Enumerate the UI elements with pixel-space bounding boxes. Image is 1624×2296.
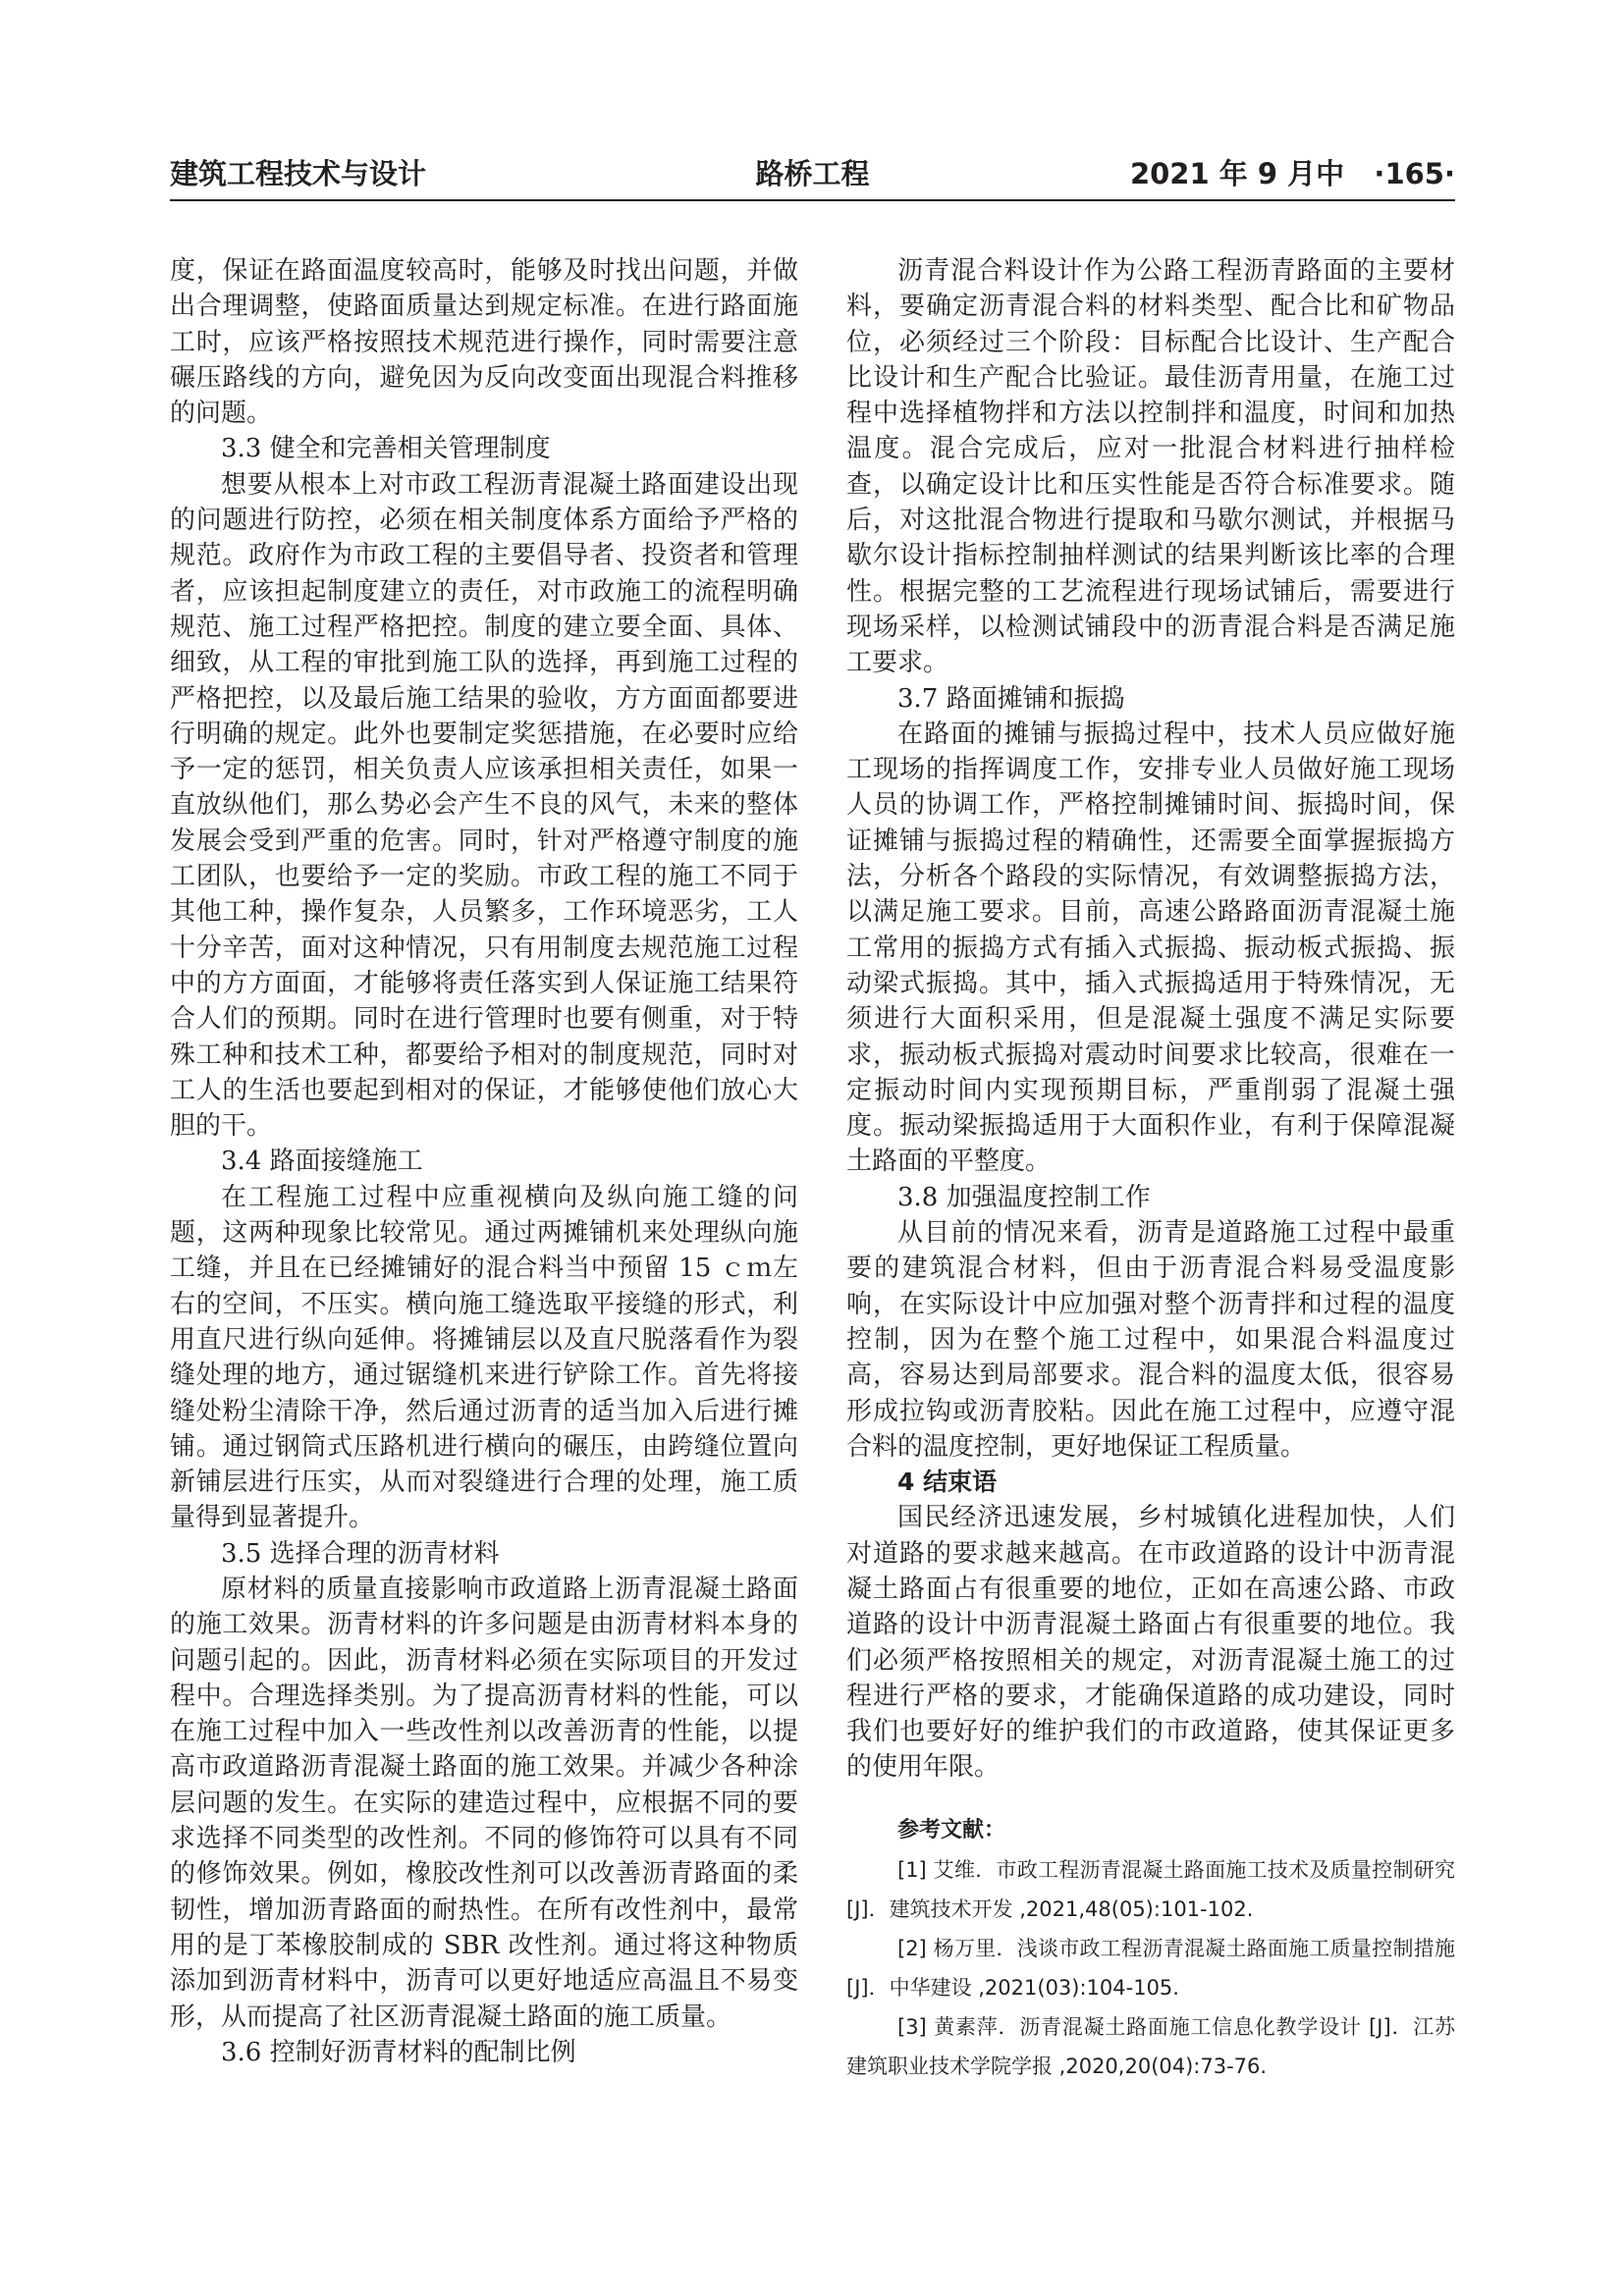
conclusion-heading: 4 结束语	[897, 1468, 998, 1497]
section-3-5-heading: 3.5 选择合理的沥青材料	[221, 1538, 500, 1569]
reference-item: [1] 艾维．市政工程沥青混凝土路面施工技术及质量控制研究 [J]．建筑技术开发 ,2021,48(05):101-102.	[846, 1857, 1455, 1921]
page-number: ·165·	[1374, 157, 1455, 190]
section-3-8-body: 从目前的情况来看，沥青是道路施工过程中最重要的建筑混合材料，但由于沥青混合料易受温度影响，在实际设计中应加强对整个沥青拌和过程的温度控制，因为在整个施工过程中，如果混合料温度过高，容易达到局部要求。混合料的温度太低，很容易形成拉钩或沥青胶粘。因此在施工过程中，应遵守混合料的温度控制，更好地保证工程质量。	[846, 1218, 1455, 1462]
section-3-7-heading: 3.7 路面摊铺和振捣	[897, 683, 1125, 714]
reference-item: [3] 黄素萍．沥青混凝土路面施工信息化教学设计 [J]．江苏建筑职业技术学院学报 ,2020,20(04):73-76.	[846, 2014, 1455, 2078]
continued-paragraph: 度，保证在路面温度较高时，能够及时找出问题，并做出合理调整，使路面质量达到规定标准。在进行路面施工时，应该严格按照技术规范进行操作，同时需要注意碾压路线的方向，避免因为反向改变面出现混合料推移的问题。	[170, 256, 798, 429]
section-3-6-heading: 3.6 控制好沥青材料的配制比例	[221, 2037, 576, 2067]
running-header	[170, 152, 1455, 197]
issue-date: 2021 年 9 月中	[1129, 157, 1345, 190]
conclusion-body: 国民经济迅速发展，乡村城镇化进程加快，人们对道路的要求越来越高。在市政道路的设计中沥青混凝土路面占有很重要的地位，正如在高速公路、市政道路的设计中沥青混凝土路面占有很重要的地位。我们必须严格按照相关的规定，对沥青混凝土施工的过程进行严格的要求，才能确保道路的成功建设，同时我们也要好好的维护我们的市政道路，使其保证更多的使用年限。	[846, 1503, 1455, 1783]
section-3-6-body: 沥青混合料设计作为公路工程沥青路面的主要材料，要确定沥青混合料的材料类型、配合比和矿物品位，必须经过三个阶段：目标配合比设计、生产配合比设计和生产配合比验证。最佳沥青用量，在施工过程中选择植物拌和方法以控制拌和温度，时间和加热温度。混合完成后，应对一批混合材料进行抽样检查，以确定设计比和压实性能是否符合标准要求。随后，对这批混合物进行提取和马歇尔测试，并根据马歇尔设计指标控制抽样测试的结果判断该比率的合理性。根据完整的工艺流程进行现场试铺后，需要进行现场采样，以检测试铺段中的沥青混合料是否满足施工要求。	[846, 256, 1455, 678]
left-column	[170, 253, 798, 2070]
references-heading: 参考文献：	[897, 1817, 1006, 1842]
section-3-5-body: 原材料的质量直接影响市政道路上沥青混凝土路面的施工效果。沥青材料的许多问题是由沥青材料本身的问题引起的。因此，沥青材料必须在实际项目的开发过程中。合理选择类别。为了提高沥青材料的性能，可以在施工过程中加入一些改性剂以改善沥青的性能，以提高市政道路沥青混凝土路面的施工效果。并减少各种涂层问题的发生。在实际的建造过程中，应根据不同的要求选择不同类型的改性剂。不同的修饰符可以具有不同的修饰效果。例如，橡胶改性剂可以改善沥青路面的柔韧性，增加沥青路面的耐热性。在所有改性剂中，最常用的是丁苯橡胶制成的 SBR 改性剂。通过将这种物质添加到沥青材料中，沥青可以更好地适应高温且不易变形，从而提高了社区沥青混凝土路面的施工质量。	[170, 1574, 798, 2032]
header-divider	[170, 199, 1455, 201]
section-3-4-heading: 3.4 路面接缝施工	[221, 1147, 423, 1177]
issue-page-info	[1130, 152, 1455, 192]
section-3-8-heading: 3.8 加强温度控制工作	[897, 1182, 1151, 1212]
section-3-3-heading: 3.3 健全和完善相关管理制度	[221, 434, 551, 464]
references-list	[846, 1850, 1455, 2086]
right-column	[846, 253, 1455, 2086]
section-3-4-body: 在工程施工过程中应重视横向及纵向施工缝的问题，这两种现象比较常见。通过两摊铺机来处理纵向施工缝，并且在已经摊铺好的混合料当中预留 15 ｃｍ左右的空间，不压实。横向施工缝选取平接缝的形式，利用直尺进行纵向延伸。将摊铺层以及直尺脱落看作为裂缝处理的地方，通过锯缝机来进行铲除工作。首先将接缝处粉尘清除干净，然后通过沥青的适当加入后进行摊铺。通过钢筒式压路机进行横向的碾压，由跨缝位置向新铺层进行压实，从而对裂缝进行合理的处理，施工质量得到显著提升。	[170, 1182, 798, 1533]
section-3-7-body: 在路面的摊铺与振捣过程中，技术人员应做好施工现场的指挥调度工作，安排专业人员做好施工现场人员的协调工作，严格控制摊铺时间、振捣时间，保证摊铺与振捣过程的精确性，还需要全面掌握振捣方法，分析各个路段的实际情况，有效调整振捣方法，以满足施工要求。目前，高速公路路面沥青混凝土施工常用的振捣方式有插入式振捣、振动板式振捣、振动梁式振捣。其中，插入式振捣适用于特殊情况，无须进行大面积采用，但是混凝土强度不满足实际要求，振动板式振捣对震动时间要求比较高，很难在一定振动时间内实现预期目标，严重削弱了混凝土强度。振动梁振捣适用于大面积作业，有利于保障混凝土路面的平整度。	[846, 719, 1455, 1177]
section-title: 路桥工程	[755, 157, 870, 190]
journal-title: 建筑工程技术与设计	[170, 157, 427, 190]
section-3-3-body: 想要从根本上对市政工程沥青混凝土路面建设出现的问题进行防控，必须在相关制度体系方面给予严格的规范。政府作为市政工程的主要倡导者、投资者和管理者，应该担起制度建立的责任，对市政施工的流程明确规范、施工过程严格把控。制度的建立要全面、具体、细致，从工程的审批到施工队的选择，再到施工过程的严格把控，以及最后施工结果的验收，方方面面都要进行明确的规定。此外也要制定奖惩措施，在必要时应给予一定的惩罚，相关负责人应该承担相关责任，如果一直放纵他们，那么势必会产生不良的风气，未来的整体发展会受到严重的危害。同时，针对严格遵守制度的施工团队，也要给予一定的奖励。市政工程的施工不同于其他工种，操作复杂，人员繁多，工作环境恶劣，工人十分辛苦，面对这种情况，只有用制度去规范施工过程中的方方面面，才能够将责任落实到人保证施工结果符合人们的预期。同时在进行管理时也要有侧重，对于特殊工种和技术工种，都要给予相对的制度规范，同时对工人的生活也要起到相对的保证，才能够使他们放心大胆的干。	[170, 469, 798, 1142]
reference-item: [2] 杨万里．浅谈市政工程沥青混凝土路面施工质量控制措施 [J]．中华建设 ,2021(03):104-105.	[846, 1936, 1455, 2000]
